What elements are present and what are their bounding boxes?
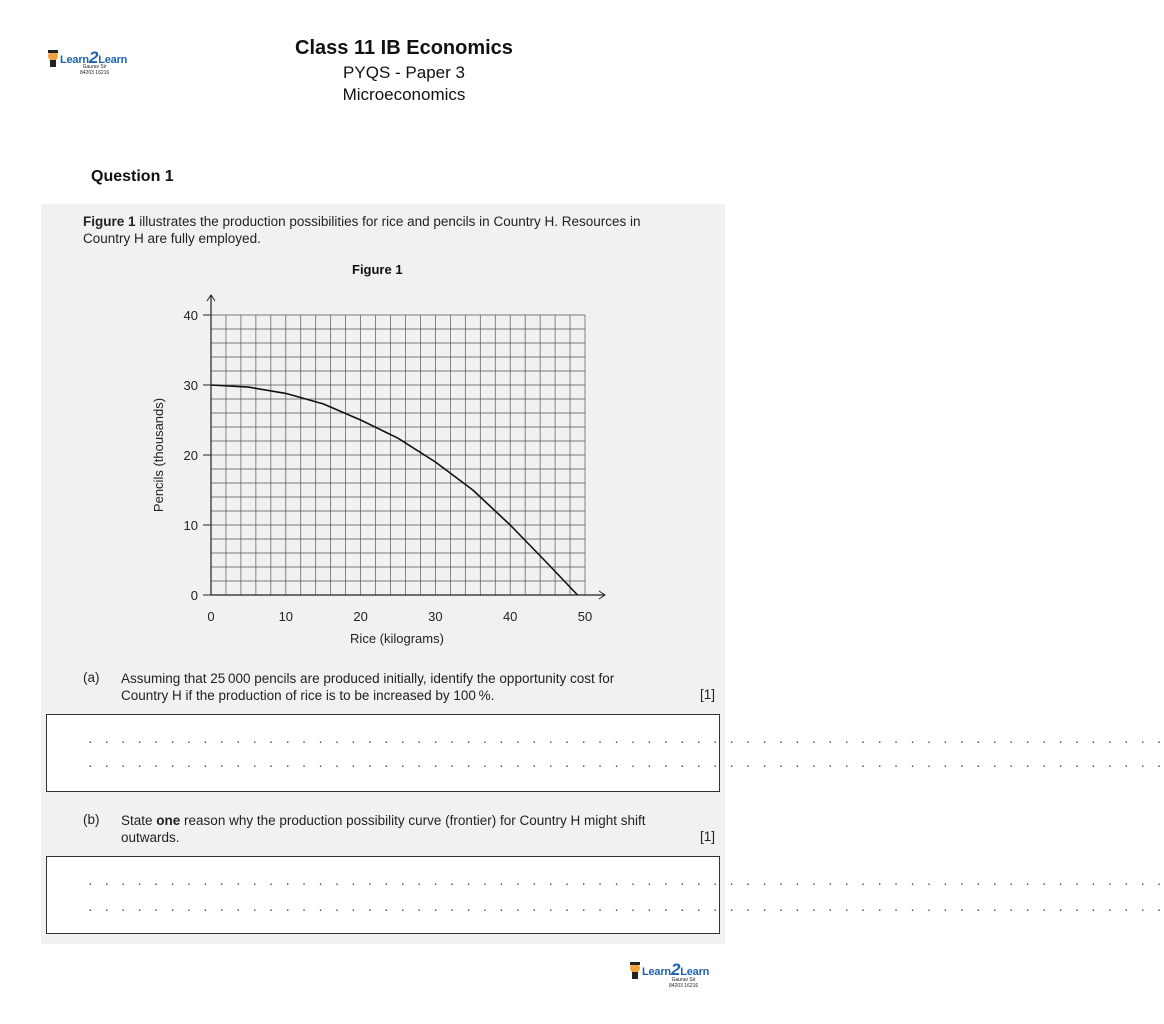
answer-line: . . . . . . . . . . . . . . . . . . . . . . . . . . . . . . . . . . . . . . . . . . . . . . . . . . . . . . . . . . . . . . . . . . <box>87 875 1164 888</box>
part-b-marks: [1] <box>700 829 716 844</box>
logo-wordmark: Learn2Learn <box>60 48 128 67</box>
x-tick-label: 0 <box>207 609 215 624</box>
intro-text: Figure 1 illustrates the production possibilities for rice and pencils in Country H. Resources in Country H are fully employed. <box>83 214 641 246</box>
ppc-curve <box>211 385 578 595</box>
part-a-marks: [1] <box>700 687 716 702</box>
page-subtitle-topic: Microeconomics <box>342 85 466 104</box>
x-tick-label: 50 <box>577 609 593 624</box>
part-a-answer-box[interactable] <box>46 714 1164 792</box>
question-heading: Question 1 <box>91 168 174 185</box>
answer-line: . . . . . . . . . . . . . . . . . . . . . . . . . . . . . . . . . . . . . . . . . . . . . . . . . . . . . . . . . . . . . . . . . . <box>87 757 1164 770</box>
student-mascot-icon <box>628 960 642 980</box>
answer-line: . . . . . . . . . . . . . . . . . . . . . . . . . . . . . . . . . . . . . . . . . . . . . . . . . . . . . . . . . . . . . . . . . . <box>87 733 1164 746</box>
x-tick-label: 30 <box>428 609 443 624</box>
y-tick-label: 40 <box>183 308 198 323</box>
logo-caption: Gaurav Sir 84203 16216 <box>80 64 110 76</box>
part-a-text: Assuming that 25 000 pencils are produced initially, identify the opportunity cost for Country H if the production of rice is to be increased by 100 %. <box>121 671 615 703</box>
x-tick-label: 10 <box>278 609 294 624</box>
y-tick-label: 30 <box>183 378 198 393</box>
part-b-text: State one reason why the production possibility curve (frontier) for Country H might shift outwards. <box>121 813 646 845</box>
y-axis-label: Pencils (thousands) <box>151 397 166 513</box>
logo-wordmark: Learn2Learn <box>642 960 710 979</box>
x-tick-label: 20 <box>353 609 368 624</box>
x-axis-label: Rice (kilograms) <box>350 631 444 646</box>
y-tick-label: 0 <box>190 588 198 603</box>
page-subtitle-paper: PYQS - Paper 3 <box>343 63 465 82</box>
ppc-chart <box>140 285 640 655</box>
x-tick-label: 40 <box>502 609 518 624</box>
footer-logo <box>628 960 709 989</box>
part-b-answer-box[interactable] <box>46 856 1164 934</box>
y-tick-label: 10 <box>183 518 198 533</box>
part-b-label: (b) <box>83 812 100 827</box>
figure-title: Figure 1 <box>352 262 403 277</box>
logo-caption: Gaurav Sir 84203 16216 <box>669 977 699 989</box>
answer-line: . . . . . . . . . . . . . . . . . . . . . . . . . . . . . . . . . . . . . . . . . . . . . . . . . . . . . . . . . . . . . . . . . . <box>87 901 1164 914</box>
page-title: Class 11 IB Economics <box>295 37 513 59</box>
y-tick-label: 20 <box>183 448 198 463</box>
part-a-label: (a) <box>83 670 100 685</box>
